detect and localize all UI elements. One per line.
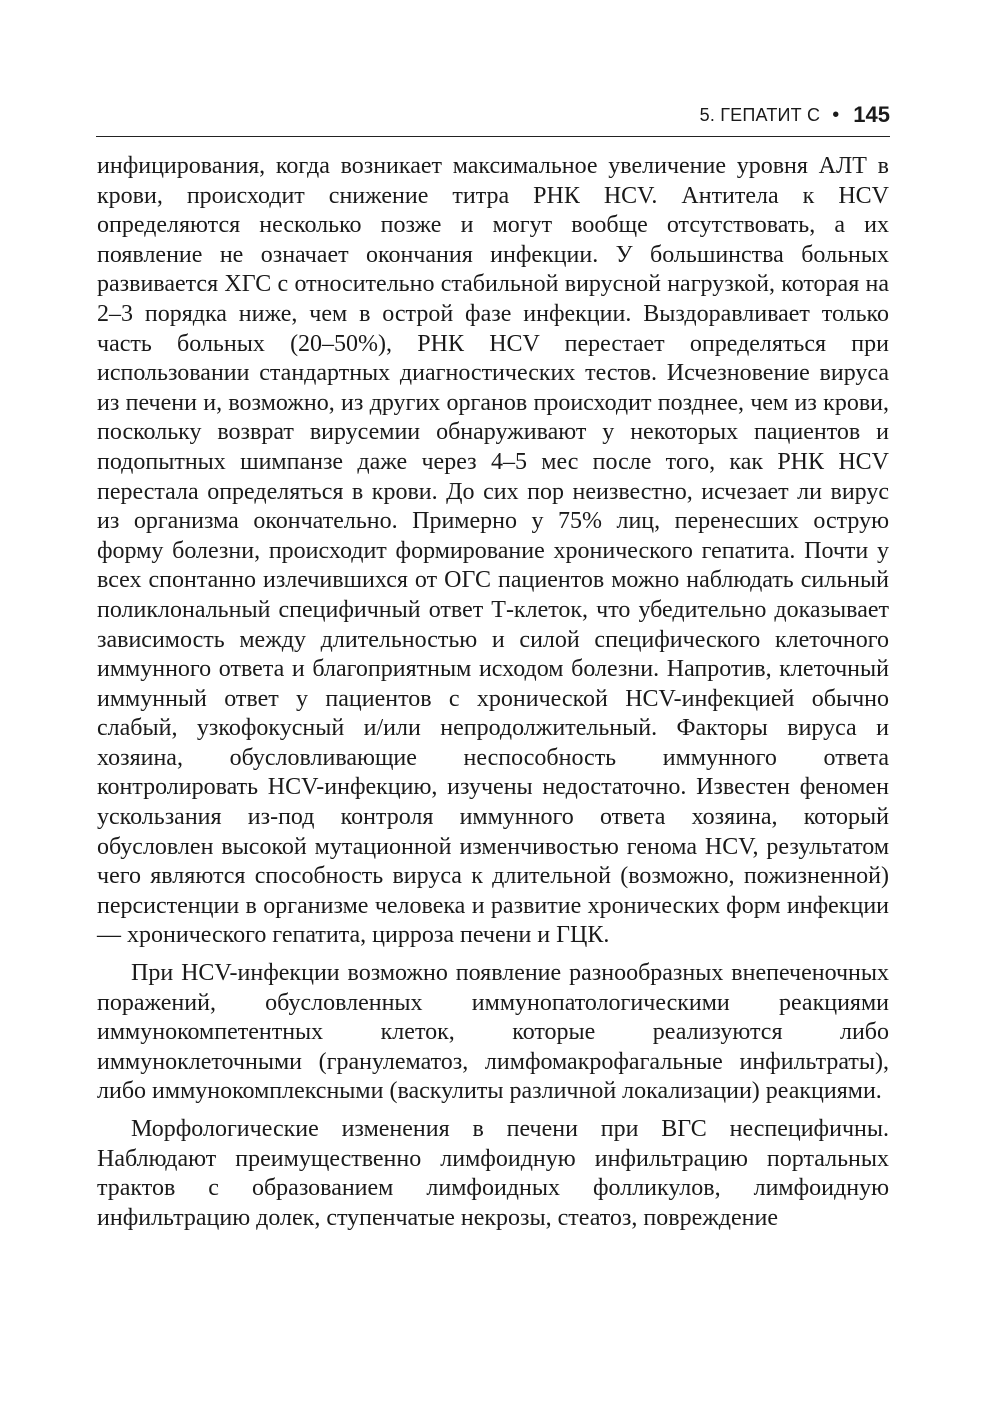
- paragraph: инфицирования, когда возникает максимальное увеличение уровня АЛТ в крови, происходит снижение титра РНК HCV. Антитела к HCV определяются несколько позже и могут вообще отсутствовать, а их появление не означает окончания инфекции. У большинства больных развивается ХГС с относительно стабильной вирусной нагрузкой, которая на 2–3 порядка ниже, чем в острой фазе инфекции. Выздоравливает только часть больных (20–50%), РНК HCV перестает определяться при использовании стандартных диагностических тестов. Исчезновение вируса из печени и, возможно, из других органов происходит позднее, чем из крови, поскольку возврат вирусемии обнаруживают у некоторых пациентов и подопытных шимпанзе даже через 4–5 мес после того, как РНК HCV перестала определяться в крови. До сих пор неизвестно, исчезает ли вирус из организма окончательно. Примерно у 75% лиц, перенесших острую форму болезни, происходит формирование хронического гепатита. Почти у всех спонтанно излечившихся от ОГС пациентов можно наблюдать сильный поликлональный специфичный ответ Т-клеток, что убедительно доказывает зависимость между длительностью и силой специфического клеточного иммунного ответа и благоприятным исходом болезни. Напротив, клеточный иммунный ответ у пациентов с хронической HCV-инфекцией обычно слабый, узкофокусный и/или непродолжительный. Факторы вируса и хозяина, обусловливающие неспособность иммунного ответа контролировать HCV-инфекцию, изучены недостаточно. Известен феномен ускользания из-под контроля иммунного ответа хозяина, который обусловлен высокой мутационной изменчивостью генома HCV, результатом чего являются способность вируса к длительной (возможно, пожизненной) персистенции в организме человека и развитие хронических форм инфекции — хронического гепатита, цирроза печени и ГЦК.: [97, 153, 889, 949]
- paragraph: При HCV-инфекции возможно появление разнообразных внепеченочных поражений, обусловленных иммунопатологическими реакциями иммунокомпетентных клеток, которые реализуются либо иммуноклеточными (гранулематоз, лимфомакрофагальные инфильтраты), либо иммунокомплексными (васкулиты различной локализации) реакциями.: [97, 960, 889, 1105]
- running-title: 5. ГЕПАТИТ С: [699, 104, 821, 125]
- bullet-separator: •: [832, 103, 840, 126]
- paragraph: Морфологические изменения в печени при ВГС неспецифичны. Наблюдают преимущественно лимфоидную инфильтрацию портальных трактов с образованием лимфоидных фолликулов, лимфоидную инфильтрацию долек, ступенчатые некрозы, стеатоз, повреждение: [97, 1116, 889, 1231]
- page-number: 145: [853, 102, 890, 127]
- body-text: [97, 152, 889, 1233]
- running-header: [96, 100, 890, 130]
- header-rule: [96, 136, 890, 137]
